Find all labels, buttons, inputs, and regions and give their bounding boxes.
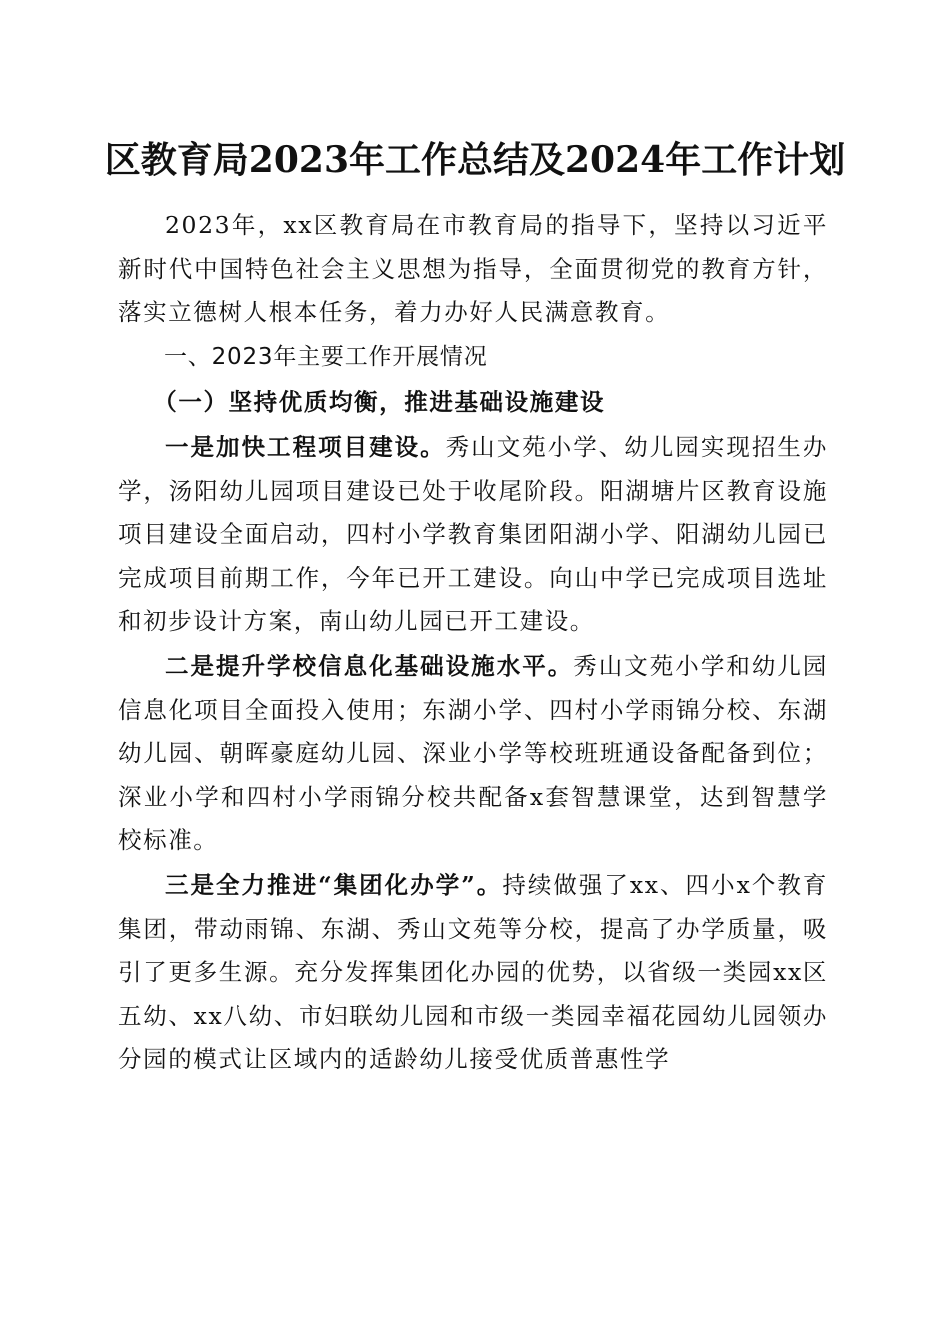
document-title: 区教育局2023年工作总结及2024年工作计划	[104, 139, 846, 181]
paragraph-2	[118, 645, 828, 863]
paragraph-3	[118, 864, 828, 1082]
paragraph-1-text: 秀山文苑小学、幼儿园实现招生办学，汤阳幼儿园项目建设已处于收尾阶段。阳湖塘片区教育设施项目建设全面启动，四村小学教育集团阳湖小学、阳湖幼儿园已完成项目前期工作，今年已开工建设。向山中学已完成项目选址和初步设计方案，南山幼儿园已开工建设。	[118, 433, 828, 635]
paragraph-2-lead: 二是提升学校信息化基础设施水平。	[165, 652, 574, 680]
paragraph-2-text: 秀山文苑小学和幼儿园信息化项目全面投入使用；东湖小学、四村小学雨锦分校、东湖幼儿园、朝晖豪庭幼儿园、深业小学等校班班通设备配备到位；深业小学和四村小学雨锦分校共配备x套智慧课堂，达到智慧学校标准。	[118, 652, 828, 854]
paragraph-1	[118, 426, 828, 644]
document-body	[118, 204, 828, 1083]
subsection-heading-1: （一）坚持优质均衡，推进基础设施建设	[153, 388, 606, 416]
paragraph-3-lead: 三是全力推进“集团化办学”。	[165, 871, 503, 899]
intro-paragraph: 2023年，xx区教育局在市教育局的指导下，坚持以习近平新时代中国特色社会主义思想为指导，全面贯彻党的教育方针，落实立德树人根本任务，着力办好人民满意教育。	[118, 211, 828, 326]
paragraph-1-lead: 一是加快工程项目建设。	[165, 433, 446, 461]
paragraph-3-text: 持续做强了xx、四小x个教育集团，带动雨锦、东湖、秀山文苑等分校，提高了办学质量，吸引了更多生源。充分发挥集团化办园的优势，以省级一类园xx区五幼、xx八幼、市妇联幼儿园和市级一类园幸福花园幼儿园领办分园的模式让区域内的适龄幼儿接受优质普惠性学	[118, 871, 828, 1073]
section-heading-1: 一、2023年主要工作开展情况	[164, 344, 488, 370]
